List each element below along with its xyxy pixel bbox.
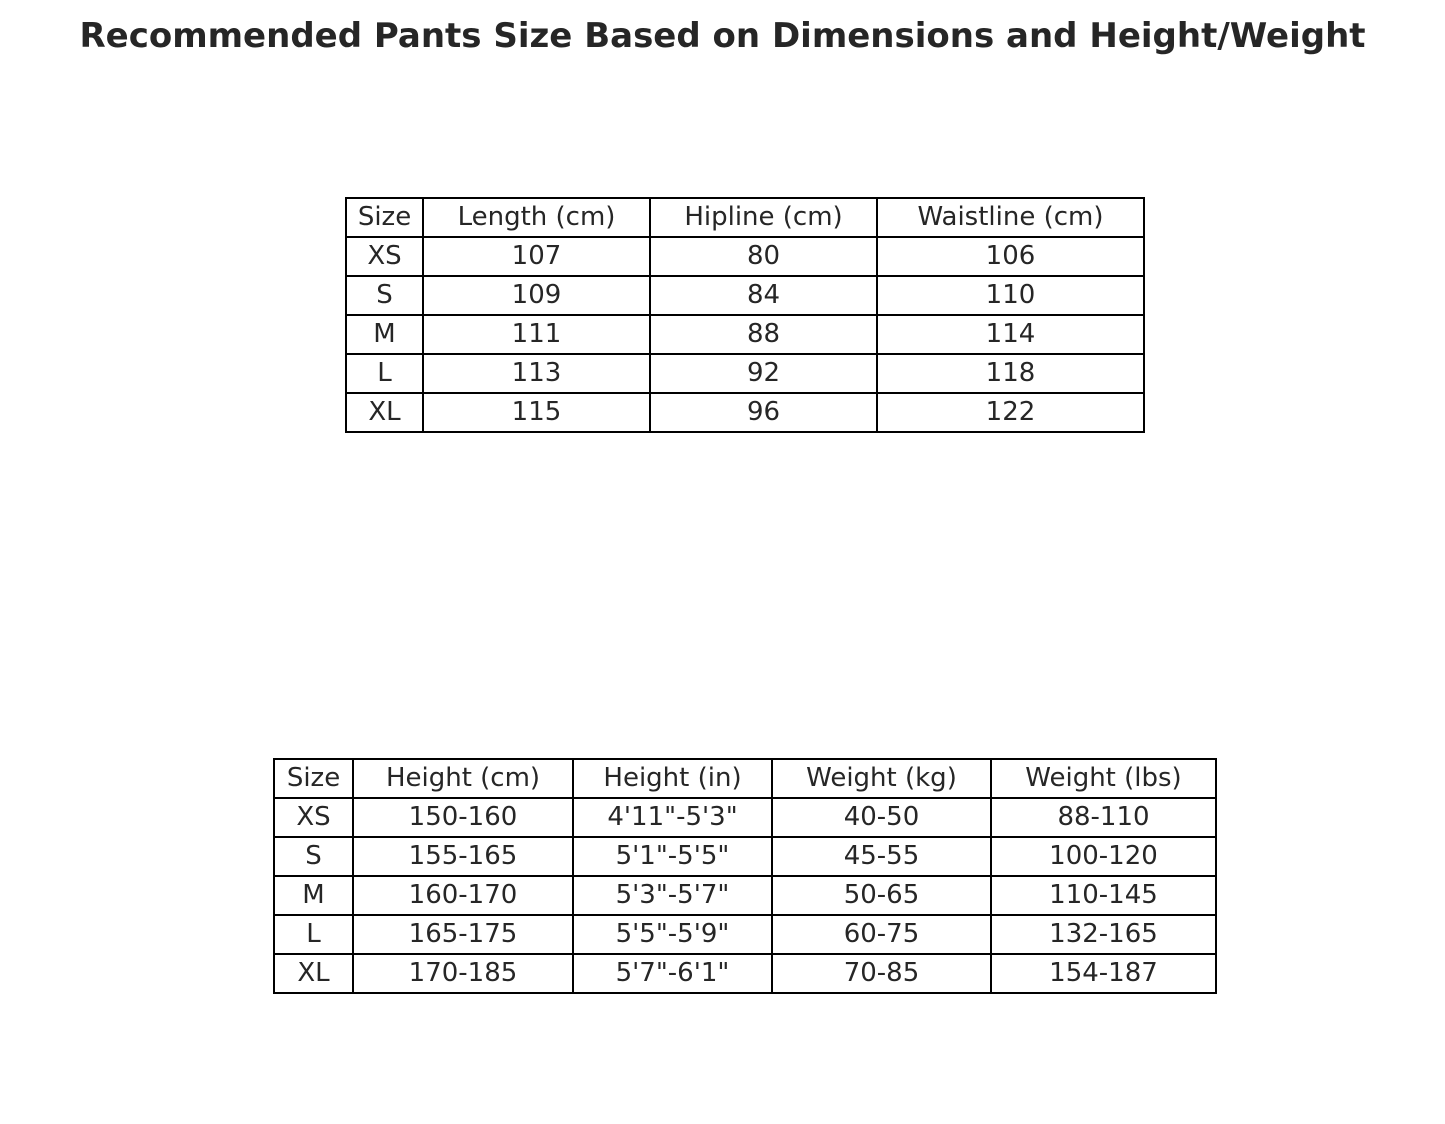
table-cell: 150-160 [353,798,573,837]
table-cell: 165-175 [353,915,573,954]
table-cell: 92 [650,354,877,393]
table-cell: 5'5"-5'9" [573,915,772,954]
column-header: Height (in) [573,759,772,798]
header-row [346,198,1144,237]
table-cell: 118 [877,354,1144,393]
column-header: Size [274,759,353,798]
column-header: Weight (lbs) [991,759,1216,798]
pants-dimensions-table [345,197,1145,433]
column-header: Weight (kg) [772,759,991,798]
table-row [274,798,1216,837]
height-weight-table [273,758,1217,994]
table-cell: XS [346,237,423,276]
column-header: Size [346,198,423,237]
table-cell: XL [346,393,423,432]
table-cell: 155-165 [353,837,573,876]
column-header: Hipline (cm) [650,198,877,237]
table-row [346,393,1144,432]
table-cell: 107 [423,237,650,276]
table-cell: 40-50 [772,798,991,837]
table-cell: 110-145 [991,876,1216,915]
table-row [274,876,1216,915]
table-cell: XS [274,798,353,837]
column-header: Length (cm) [423,198,650,237]
table-cell: 80 [650,237,877,276]
table-cell: M [274,876,353,915]
table-cell: 122 [877,393,1144,432]
figure-title: Recommended Pants Size Based on Dimensions and Height/Weight [79,16,1366,56]
table-cell: 170-185 [353,954,573,993]
table-row [346,315,1144,354]
table-cell: 109 [423,276,650,315]
table-cell: 111 [423,315,650,354]
table-cell: 50-65 [772,876,991,915]
table-cell: 160-170 [353,876,573,915]
table-cell: 5'3"-5'7" [573,876,772,915]
table-cell: 100-120 [991,837,1216,876]
column-header: Height (cm) [353,759,573,798]
table-cell: S [346,276,423,315]
column-header: Waistline (cm) [877,198,1144,237]
table-cell: M [346,315,423,354]
table-row [274,954,1216,993]
table-cell: 60-75 [772,915,991,954]
table-cell: 5'1"-5'5" [573,837,772,876]
table-cell: 110 [877,276,1144,315]
table-cell: 70-85 [772,954,991,993]
table-cell: 132-165 [991,915,1216,954]
table-cell: 84 [650,276,877,315]
table-cell: XL [274,954,353,993]
table-cell: 96 [650,393,877,432]
table-cell: 115 [423,393,650,432]
table-row [346,354,1144,393]
table-row [274,915,1216,954]
table-cell: 45-55 [772,837,991,876]
table-row [346,237,1144,276]
table-cell: 154-187 [991,954,1216,993]
table-cell: 88-110 [991,798,1216,837]
table-row [346,276,1144,315]
table-row [274,837,1216,876]
table-cell: L [346,354,423,393]
table-cell: 106 [877,237,1144,276]
table-cell: S [274,837,353,876]
header-row [274,759,1216,798]
table-cell: 5'7"-6'1" [573,954,772,993]
table-cell: 114 [877,315,1144,354]
table-cell: 113 [423,354,650,393]
table-cell: L [274,915,353,954]
table-cell: 4'11"-5'3" [573,798,772,837]
table-cell: 88 [650,315,877,354]
